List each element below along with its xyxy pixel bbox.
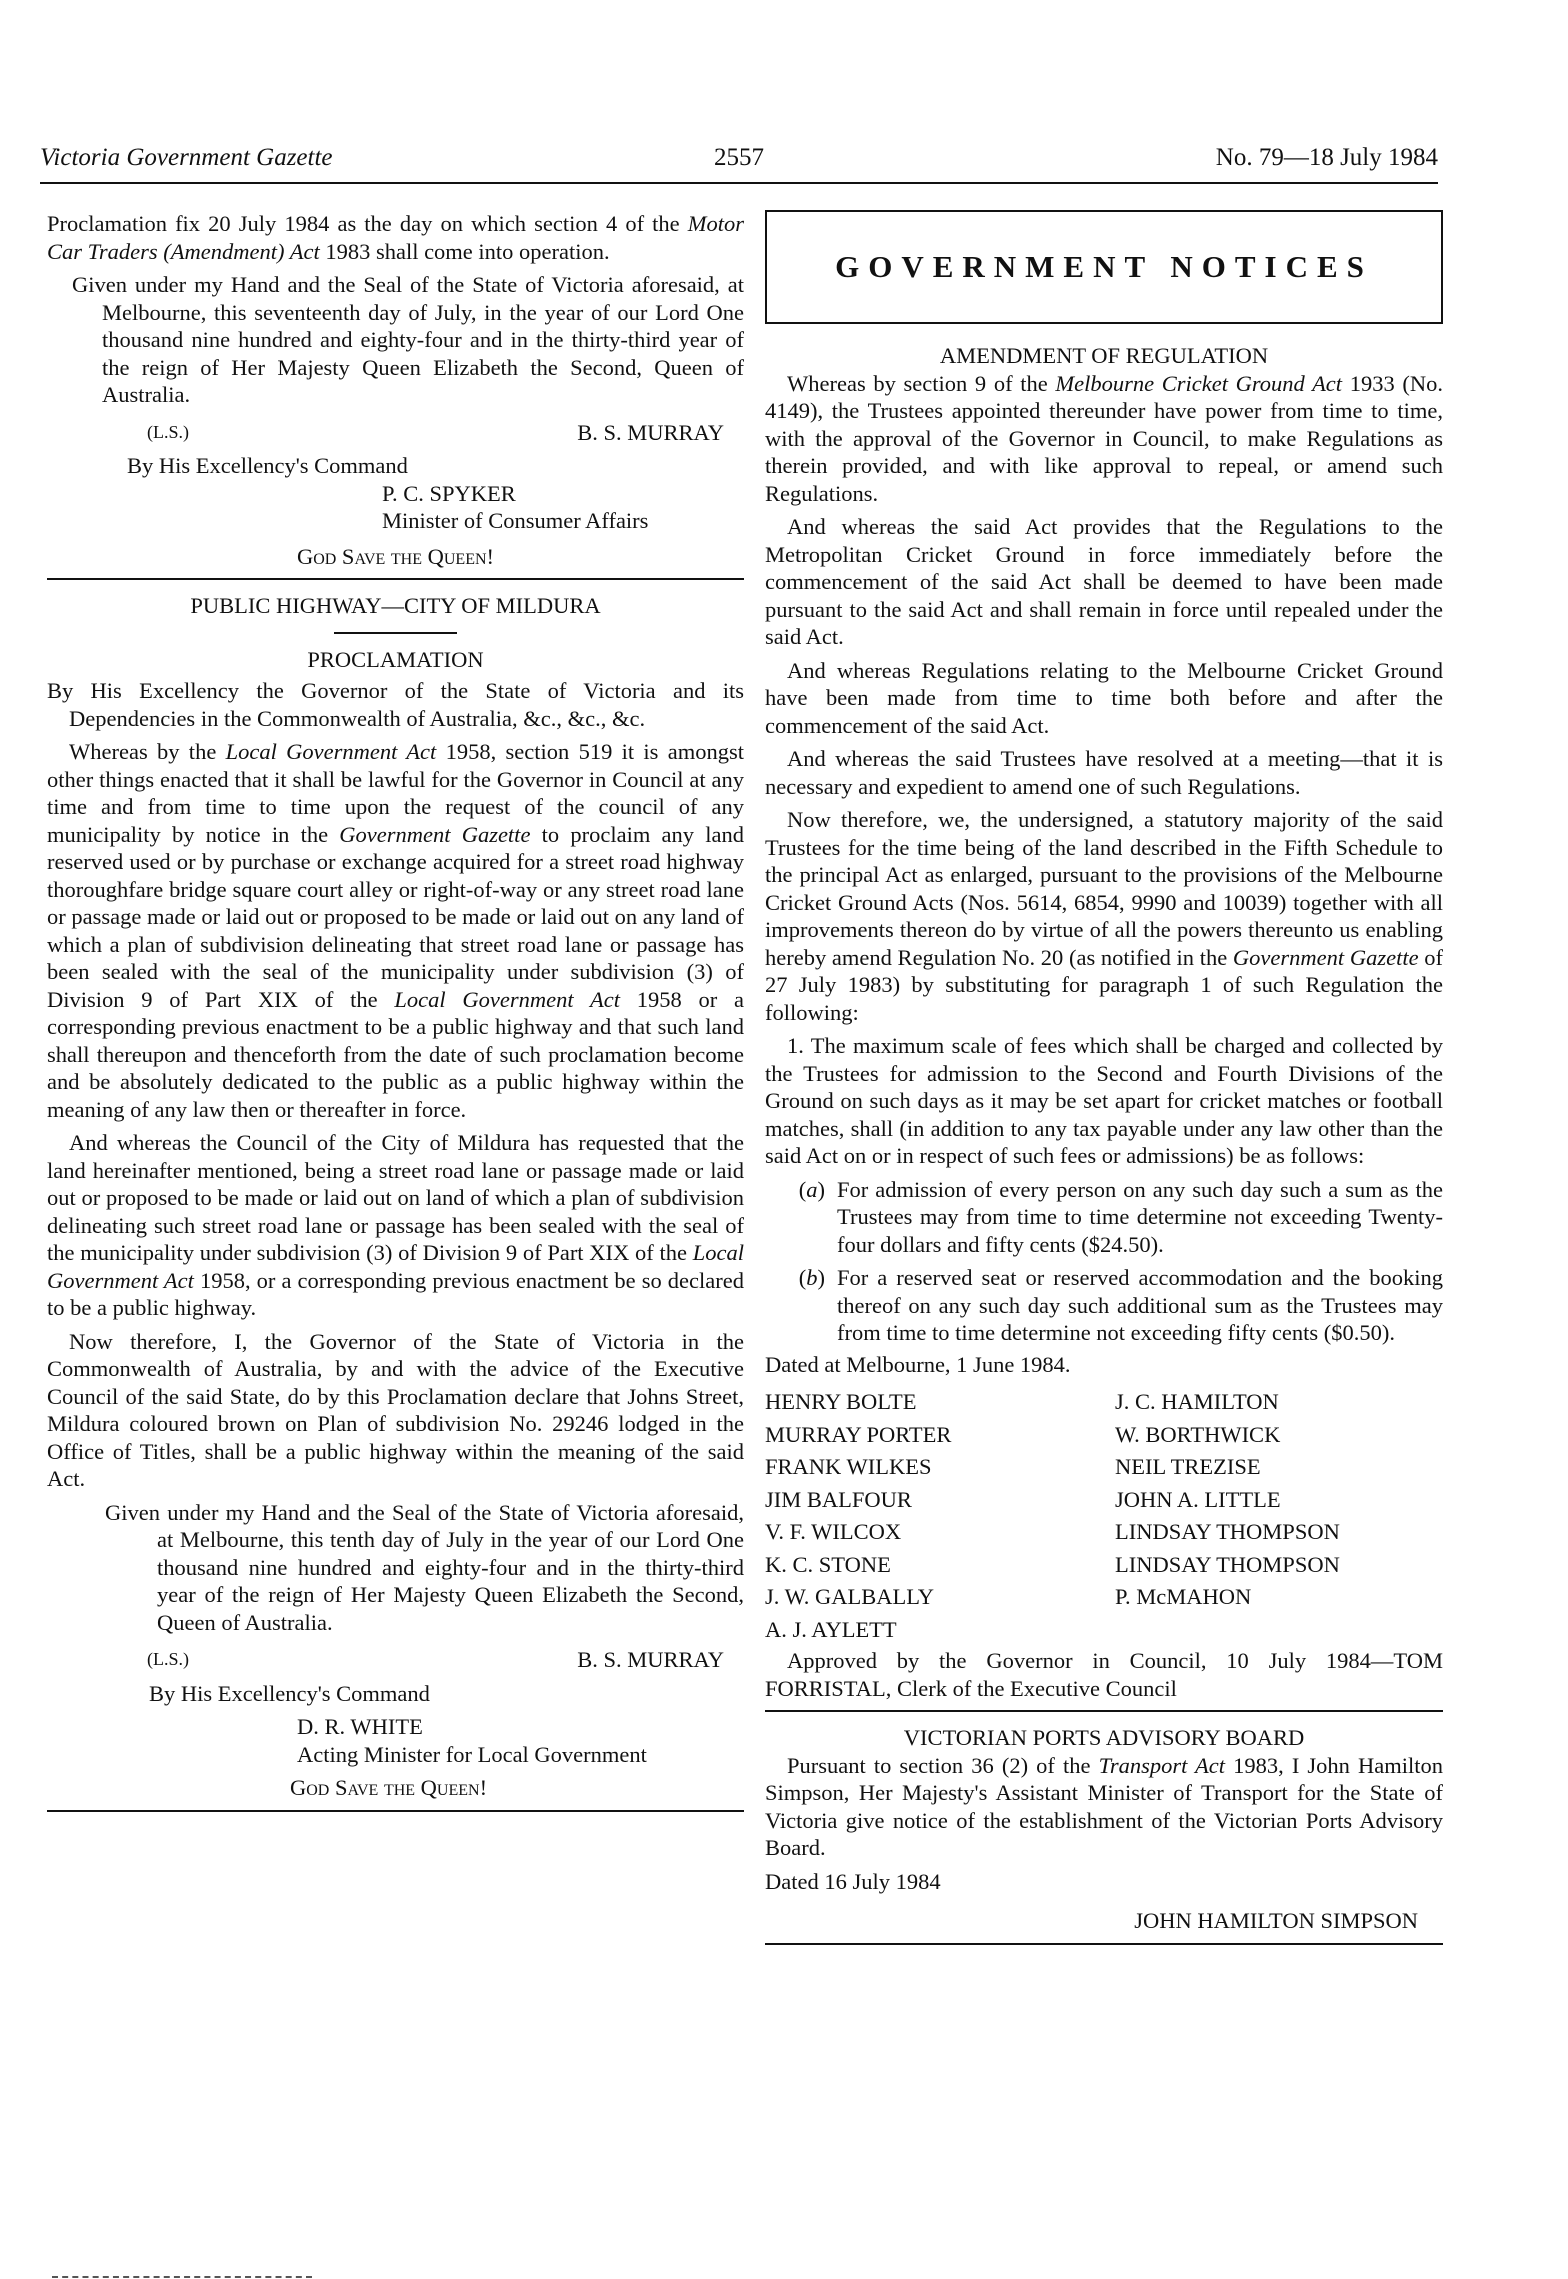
- section-title: PUBLIC HIGHWAY—CITY OF MILDURA: [190, 593, 601, 618]
- minister-title: Minister of Consumer Affairs: [382, 508, 649, 533]
- dated-line: Dated at Melbourne, 1 June 1984.: [765, 1351, 1071, 1377]
- trustee-name: A. J. AYLETT: [765, 1616, 897, 1642]
- pursuant-paragraph: Pursuant to section 36 (2) of the Transport Act 1983, I John Hamilton Simpson, Her Majesty's Assistant Minister of Transport for the State of Victoria give notice of the establishment of the Victorian Ports Advisory Board.: [765, 1752, 1443, 1860]
- page-number: 2557: [714, 144, 764, 171]
- given-under-hand: Given under my Hand and the Seal of the State of Victoria aforesaid, at Melbourne, this seventeenth day of July, in the year of our Lord One thousand nine hundred and eighty-four and in the thirty-third year of the reign of Her Majesty Queen Elizabeth the Second, Queen of Australia.: [72, 272, 744, 407]
- section-divider: [47, 578, 744, 580]
- minister-name: P. C. SPYKER: [382, 480, 516, 506]
- minister-title: Acting Minister for Local Government: [297, 1741, 647, 1767]
- trustee-name: [1115, 1616, 1443, 1644]
- command-line: By His Excellency's Command: [127, 453, 408, 478]
- section-title: AMENDMENT OF REGULATION: [939, 343, 1269, 368]
- command-line: By His Excellency's Command: [149, 1680, 430, 1706]
- left-column: [47, 210, 744, 1812]
- issue-date: No. 79—18 July 1984: [1215, 144, 1438, 171]
- title-divider: [334, 632, 457, 634]
- trustee-name: J. C. HAMILTON: [1115, 1389, 1279, 1414]
- locus-sigilli: (L.S.): [147, 421, 189, 442]
- proclamation-heading: PROCLAMATION: [307, 646, 484, 672]
- trustee-name: V. F. WILCOX: [765, 1519, 902, 1544]
- locus-sigilli: (L.S.): [147, 1649, 189, 1669]
- minister-name: D. R. WHITE: [297, 1714, 423, 1739]
- government-notices-banner: GOVERNMENT NOTICES: [765, 210, 1443, 324]
- trustee-name: W. BORTHWICK: [1115, 1421, 1281, 1447]
- trustee-name: LINDSAY THOMPSON: [1115, 1551, 1340, 1577]
- fee-item-b: [765, 1264, 1443, 1347]
- publication-title: Victoria Government Gazette: [40, 144, 333, 171]
- by-excellency: By His Excellency the Governor of the State of Victoria and its Dependencies in the Commonwealth of Australia, &c., &c., &c.: [47, 678, 744, 731]
- right-column: [765, 210, 1443, 1945]
- signatory-name: JOHN HAMILTON SIMPSON: [1134, 1908, 1418, 1933]
- act-name: Motor Car Traders (Amendment) Act: [47, 211, 744, 264]
- fee-item-a: [765, 1176, 1443, 1259]
- whereas-paragraph-2: And whereas the Council of the City of Mildura has requested that the land hereinafter mentioned, being a street road lane or passage made or laid out or proposed to be made or laid out on land of which a plan of subdivision delineating such street road lane or passage has been sealed with the seal of the municipality under subdivision (3) of Division 9 of Part XIX of the Local Government Act 1958, or a corresponding previous enactment be so declared to be a public highway.: [47, 1130, 744, 1320]
- trustee-name: MURRAY PORTER: [765, 1421, 952, 1447]
- item-label: (a): [798, 1176, 825, 1202]
- dated-line: Dated 16 July 1984: [765, 1868, 941, 1894]
- trustee-name: HENRY BOLTE: [765, 1389, 917, 1414]
- paragraph-1-fees: 1. The maximum scale of fees which shall be charged and collected by the Trustees for admission to the Second and Fourth Divisions of the Ground on such days as it may be set apart for cricket matches or football matches, shall (in addition to any tax payable under any law other than the said Act on or in respect of such fees or admissions) be as follows:: [765, 1033, 1443, 1168]
- trustee-name: K. C. STONE: [765, 1551, 891, 1577]
- mildura-proclamation: [47, 592, 744, 1812]
- god-save-the-queen: God Save the Queen!: [290, 1775, 488, 1800]
- god-save-the-queen: God Save the Queen!: [296, 543, 495, 569]
- trustee-name: NEIL TREZISE: [1115, 1454, 1261, 1479]
- trustee-name: P. McMAHON: [1115, 1584, 1252, 1609]
- whereas-paragraph-1: Whereas by the Local Government Act 1958, section 519 it is amongst other things enacted that it shall be lawful for the Governor in Council at any time and from time to time upon the request of the council of any municipality by notice in the Government Gazette to proclaim any land reserved used or by purchase or exchange acquired for a street road highway thoroughfare bridge square court alley or right-of-way or any street road lane or passage made or laid out or proposed to be made or laid out on any land of which a plan of subdivision delineating that street road lane or passage has been sealed with the seal of the municipality under subdivision (3) of Division 9 of Part XIX of the Local Government Act 1958 or a corresponding previous enactment to be a public highway and that such land shall thereupon and thenceforth from the date of such proclamation become and be absolutely dedicated to the public as a public highway within the meaning of any law then or thereafter in force.: [47, 739, 745, 1122]
- page-header: [40, 140, 1438, 184]
- item-label: (b): [798, 1265, 825, 1290]
- trustee-name: LINDSAY THOMPSON: [1115, 1519, 1340, 1544]
- trustee-name: JIM BALFOUR: [765, 1486, 912, 1512]
- section-divider: [765, 1943, 1443, 1945]
- victorian-ports-advisory-board: [765, 1724, 1443, 1945]
- whereas-paragraph-4: And whereas the said Trustees have resolved at a meeting—that it is necessary and expedient to amend one of such Regulations.: [765, 746, 1443, 799]
- section-title: VICTORIAN PORTS ADVISORY BOARD: [903, 1725, 1305, 1750]
- motor-car-intro: Proclamation fix 20 July 1984 as the day on which section 4 of the Motor Car Traders (Amendment) Act 1983 shall come into operation.: [47, 211, 744, 264]
- item-text: For a reserved seat or reserved accommodation and the booking thereof on any such day such additional sum as the Trustees may from time to time determine not exceeding fifty cents ($0.50).: [837, 1265, 1443, 1345]
- trustee-signatures: [765, 1388, 1443, 1643]
- given-under-hand: Given under my Hand and the Seal of the State of Victoria aforesaid, at Melbourne, this tenth day of July in the year of our Lord One thousand nine hundred and eighty-four and in the thirty-third year of the reign of Her Majesty Queen Elizabeth the Second, Queen of Australia.: [105, 1499, 744, 1635]
- whereas-paragraph-3: And whereas Regulations relating to the Melbourne Cricket Ground have been made from time to time both before and after the commencement of the said Act.: [765, 657, 1443, 738]
- trustee-name: JOHN A. LITTLE: [1115, 1486, 1281, 1512]
- governor-name: B. S. MURRAY: [577, 1647, 724, 1672]
- amendment-of-regulation: [765, 342, 1443, 1712]
- item-text: For admission of every person on any such day such a sum as the Trustees may from time to time determine not exceeding Twenty-four dollars and fifty cents ($24.50).: [837, 1176, 1443, 1257]
- whereas-paragraph-1: Whereas by section 9 of the Melbourne Cricket Ground Act 1933 (No. 4149), the Trustees appointed thereunder have power from time to time, with the approval of the Governor in Council, to make Regulations as therein provided, and with like approval to repeal, or amend such Regulations.: [765, 370, 1443, 506]
- now-therefore-paragraph: Now therefore, I, the Governor of the State of Victoria in the Commonwealth of Australia, by and with the advice of the Executive Council of the said State, do by this Proclamation declare that Johns Street, Mildura coloured brown on Plan of subdivision No. 29246 lodged in the Office of Titles, shall be a public highway within the meaning of the said Act.: [47, 1328, 744, 1491]
- motor-car-traders-proclamation: [47, 210, 744, 580]
- governor-name: B. S. MURRAY: [577, 419, 724, 445]
- now-therefore-paragraph: Now therefore, we, the undersigned, a statutory majority of the said Trustees for the time being of the land described in the Fifth Schedule to the principal Act as enlarged, pursuant to the provisions of the Melbourne Cricket Ground Acts (Nos. 5614, 6854, 9990 and 10039) together with all improvements thereon do by virtue of all the powers thereunto us enabling hereby amend Regulation No. 20 (as notified in the Government Gazette of 27 July 1983) by substituting for paragraph 1 of such Regulation the following:: [765, 807, 1443, 1025]
- page-bottom-rule: [52, 2276, 312, 2278]
- section-divider: [47, 1810, 744, 1812]
- signature-row: [47, 419, 744, 447]
- whereas-paragraph-2: And whereas the said Act provides that the Regulations to the Metropolitan Cricket Ground in force immediately before the commencement of the said Act shall be deemed to have been made pursuant to the said Act and shall remain in force until repealed under the said Act.: [765, 514, 1443, 649]
- trustee-name: J. W. GALBALLY: [765, 1584, 935, 1609]
- trustee-name: FRANK WILKES: [765, 1454, 932, 1479]
- signature-row: [47, 1646, 744, 1674]
- section-divider: [765, 1710, 1443, 1712]
- approval-line: Approved by the Governor in Council, 10 July 1984—TOM FORRISTAL, Clerk of the Executive Council: [765, 1648, 1443, 1701]
